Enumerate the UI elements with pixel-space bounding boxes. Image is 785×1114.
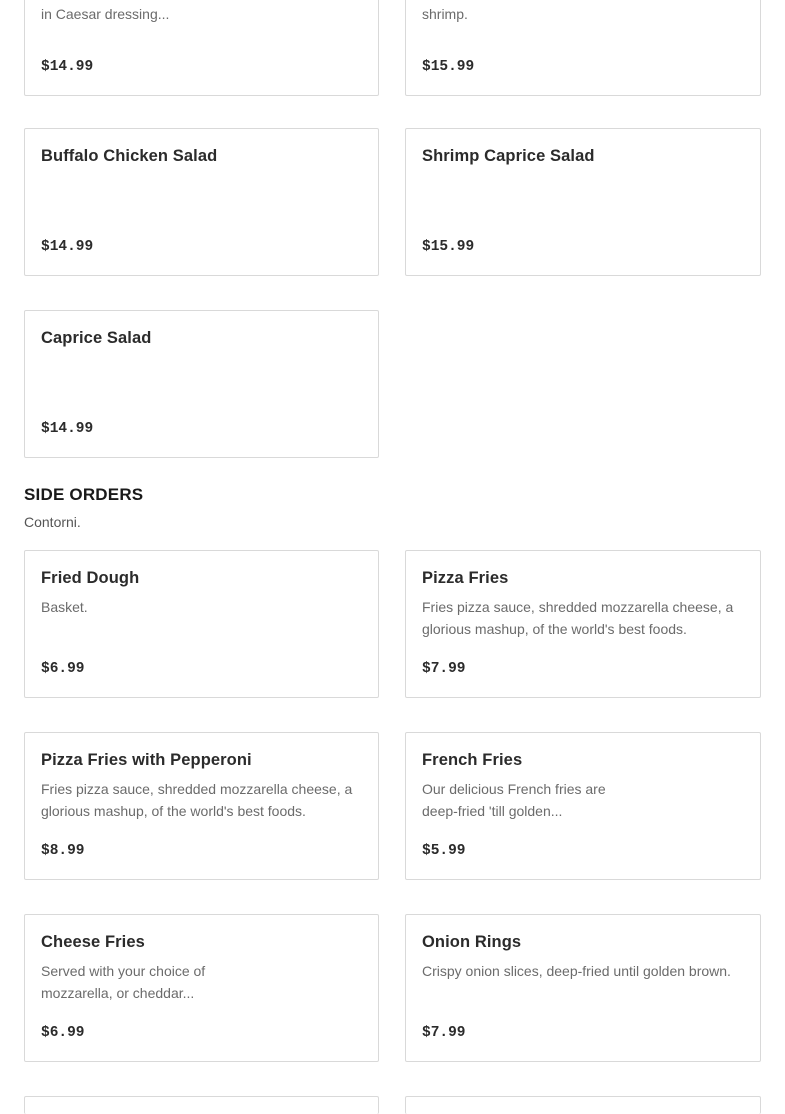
menu-item-card[interactable] [405,128,761,276]
menu-item-name: Pizza Fries with Pepperoni [41,751,252,769]
menu-item-card[interactable] [405,1096,761,1114]
menu-item-name: Buffalo Chicken Salad [41,147,218,165]
menu-item-description: in Caesar dressing... [41,6,170,22]
menu-item-name: Pizza Fries [422,569,509,587]
menu-item-description: Crispy onion slices, deep-fried until golden brown. [422,963,731,979]
menu-item-card[interactable] [405,914,761,1062]
menu-item-description: Basket. [41,599,88,615]
menu-item-price: $15.99 [422,59,475,75]
menu-item-card[interactable] [24,732,379,880]
menu-item-price: $7.99 [422,1025,466,1041]
section-title: SIDE ORDERS [24,485,144,504]
menu-item-name: Cheese Fries [41,933,145,951]
menu-item-price: $5.99 [422,843,466,859]
menu-item-price: $6.99 [41,1025,85,1041]
menu-item-card[interactable] [405,550,761,698]
menu-item-price: $14.99 [41,59,94,75]
menu-item-price: $14.99 [41,421,94,437]
menu-item-card[interactable] [24,550,379,698]
menu-item-card[interactable] [24,0,379,96]
menu-item-description: Our delicious French fries are deep-fried 'till golden... [422,781,606,819]
menu-item-description: shrimp. [422,6,468,22]
menu-item-description: Served with your choice of mozzarella, or cheddar... [41,963,206,1001]
menu-item-price: $15.99 [422,239,475,255]
menu-item-description: Fries pizza sauce, shredded mozzarella cheese, a glorious mashup, of the world's best foods. [41,781,353,819]
menu-item-name: French Fries [422,751,523,769]
menu-item-name: Shrimp Caprice Salad [422,147,595,165]
menu-item-card[interactable] [24,1096,379,1114]
menu-item-name: Caprice Salad [41,329,152,347]
menu-item-description: Fries pizza sauce, shredded mozzarella cheese, a glorious mashup, of the world's best foods. [422,599,734,637]
menu-item-price: $7.99 [422,661,466,677]
menu-item-price: $8.99 [41,843,85,859]
menu-item-price: $6.99 [41,661,85,677]
menu-item-card[interactable] [24,128,379,276]
menu-item-card[interactable] [24,310,379,458]
menu-item-card[interactable] [24,914,379,1062]
section-subtitle: Contorni. [24,514,81,530]
menu-item-card[interactable] [405,0,761,96]
menu-item-name: Onion Rings [422,933,522,951]
menu-item-price: $14.99 [41,239,94,255]
menu-item-card[interactable] [405,732,761,880]
menu-item-name: Fried Dough [41,569,140,587]
